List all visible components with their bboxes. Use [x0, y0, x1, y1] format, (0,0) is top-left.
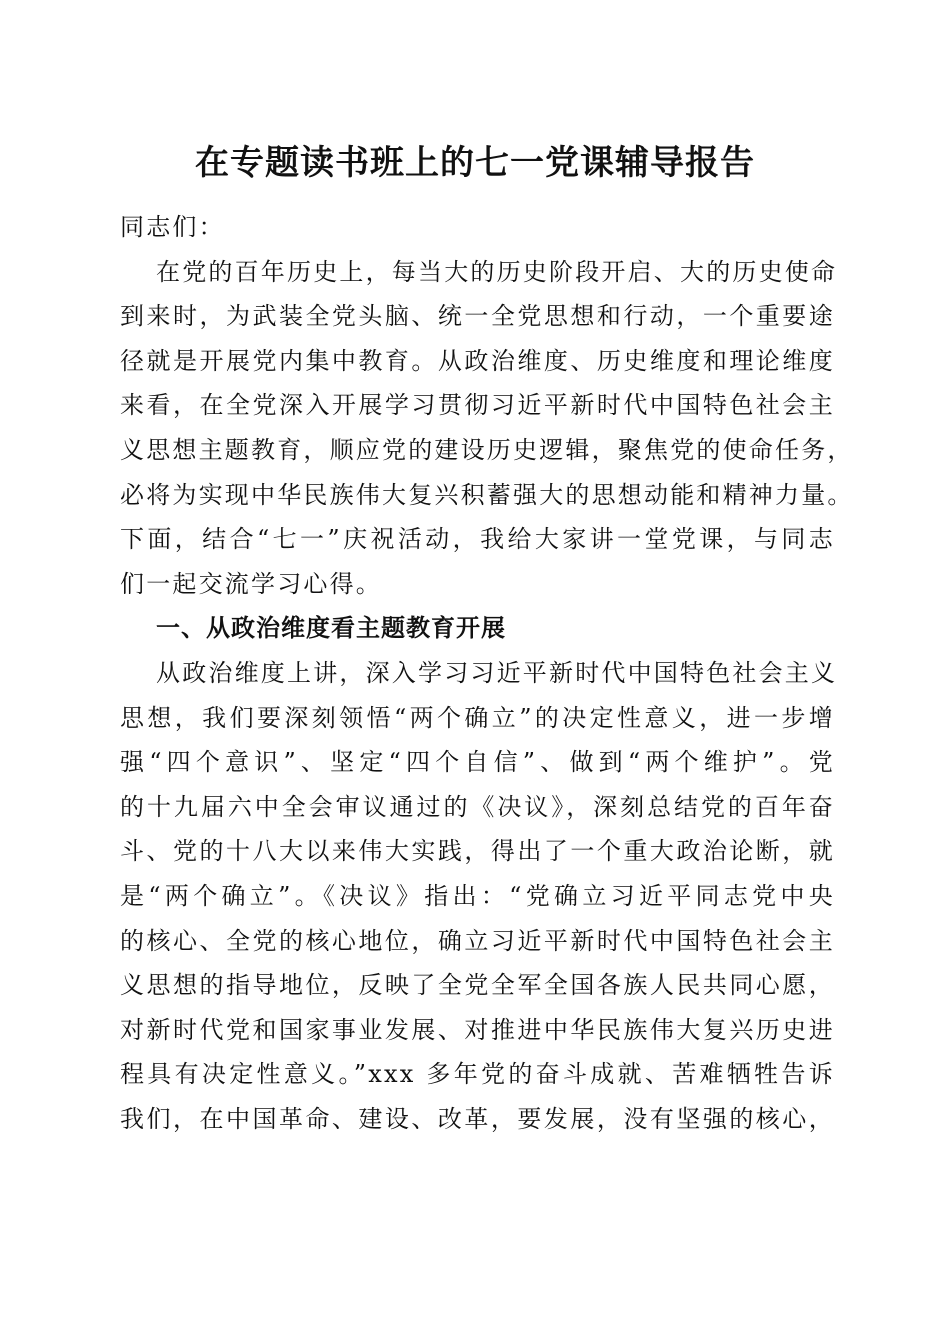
paragraph1-line: 们一起交流学习心得。: [120, 569, 382, 598]
paragraph2-line: 的十九届六中全会审议通过的《决议》，深刻总结党的百年奋: [120, 792, 835, 821]
paragraph1-line: 义思想主题教育，顺应党的建设历史逻辑，聚焦党的使命任务，: [120, 435, 854, 464]
paragraph2-line: 我们，在中国革命、建设、改革，要发展，没有坚强的核心，: [120, 1104, 835, 1133]
paragraph2-line: 程具有决定性意义。”xxx 多年党的奋斗成就、苦难牺牲告诉: [120, 1060, 835, 1089]
section-heading: 一、从政治维度看主题教育开展: [156, 614, 506, 643]
paragraph2-line: 斗、党的十八大以来伟大实践，得出了一个重大政治论断，就: [120, 837, 835, 866]
paragraph2-line: 对新时代党和国家事业发展、对推进中华民族伟大复兴历史进: [120, 1015, 835, 1044]
paragraph2-line: 思想，我们要深刻领悟“两个确立”的决定性意义，进一步增: [120, 703, 835, 732]
paragraph2-line: 从政治维度上讲，深入学习习近平新时代中国特色社会主义: [156, 658, 838, 687]
document-title: 在专题读书班上的七一党课辅导报告: [195, 143, 755, 183]
paragraph1-line: 下面，结合“七一”庆祝活动，我给大家讲一堂党课，与同志: [120, 525, 835, 554]
paragraph2-line: 义思想的指导地位，反映了全党全军全国各族人民共同心愿，: [120, 971, 835, 1000]
salutation: 同志们：: [120, 213, 225, 241]
paragraph1-line: 来看，在全党深入开展学习贯彻习近平新时代中国特色社会主: [120, 391, 835, 420]
paragraph1-line: 在党的百年历史上，每当大的历史阶段开启、大的历史使命: [156, 257, 838, 286]
paragraph1-line: 到来时，为武装全党头脑、统一全党思想和行动，一个重要途: [120, 302, 835, 331]
paragraph1-line: 径就是开展党内集中教育。从政治维度、历史维度和理论维度: [120, 346, 835, 375]
document-body: [120, 205, 854, 1141]
paragraph2-line: 的核心、全党的核心地位，确立习近平新时代中国特色社会主: [120, 926, 835, 955]
paragraph2-line: 强“四个意识”、坚定“四个自信”、做到“两个维护”。党: [120, 748, 835, 777]
paragraph2-line: 是“两个确立”。《决议》指出：“党确立习近平同志党中央: [120, 881, 835, 910]
paragraph1-line: 必将为实现中华民族伟大复兴积蓄强大的思想动能和精神力量。: [120, 480, 854, 509]
